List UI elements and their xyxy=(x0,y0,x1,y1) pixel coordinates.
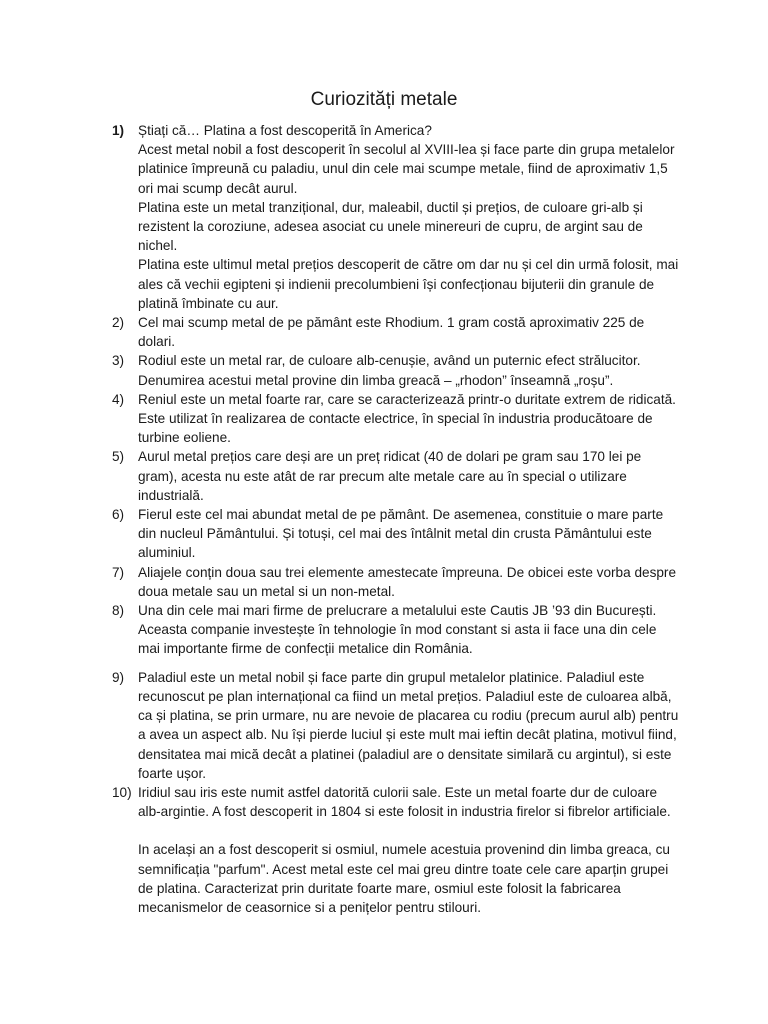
list-item-6 xyxy=(112,505,680,563)
list-number: 3) xyxy=(112,353,125,369)
list-item-paragraph: Rodiul este un metal rar, de culoare alb-cenușie, având un puternic efect strălucitor. Denumirea acestui metal provine din limba greacă – „rhodon” înseamnă „roșu”. xyxy=(138,353,641,388)
list-number: 10) xyxy=(112,784,132,800)
list-item-paragraph: Fierul este cel mai abundat metal de pe pământ. De asemenea, constituie o mare parte din nucleul Pământului. Și totuși, cel mai des întâlnit metal din crusta Pământului este aluminiul. xyxy=(138,507,664,561)
list-number: 7) xyxy=(112,564,125,580)
curiosities-list xyxy=(112,121,680,917)
list-item-paragraph: Una din cele mai mari firme de prelucrare a metalului este Cautis JB ’93 din București. Aceasta companie investește în tehnologie în mod constant si asta ii face una din cele mai importante firme de confecții metalice din România. xyxy=(138,603,657,657)
list-item-10 xyxy=(112,783,680,917)
list-item-paragraph: Acest metal nobil a fost descoperit în secolul al XVIII-lea și face parte din grupa metalelor platinice împreună cu paladiu, unul din cele mai scumpe metale, fiind de aproximativ 1,5 ori mai scump decât aurul. xyxy=(138,142,675,196)
list-number: 4) xyxy=(112,391,125,407)
list-item-paragraph: Cel mai scump metal de pe pământ este Rhodium. 1 gram costă aproximativ 225 de dolari. xyxy=(138,315,645,350)
list-item-8 xyxy=(112,601,680,659)
list-item-7 xyxy=(112,563,680,601)
list-item-paragraph: Știați că… Platina a fost descoperită în America? xyxy=(138,123,432,138)
list-item-paragraph: Paladiul este un metal nobil și face parte din grupul metalelor platinice. Paladiul este recunoscut pe plan internațional ca fiind un metal prețios. Paladiul este de culoarea albă, ca și platina, se prin urmare, nu are nevoie de placarea cu rodiu (precum aurul alb) pentru a avea un aspect alb. Nu își pierde luciul și este mult mai ieftin decât platina, motivul fiind, densitatea mai mică decât a platinei (paladiul are o densitate similară cu argintul), si este foarte ușor. xyxy=(138,669,679,781)
list-item-paragraph: Platina este ultimul metal prețios descoperit de către om dar nu și cel din urmă folosit, mai ales că vechii egipteni și indienii precolumbieni își confecționau bijuterii din granule de platină îmbinate cu aur. xyxy=(138,257,679,311)
list-number: 1) xyxy=(112,123,125,138)
list-number: 9) xyxy=(112,669,125,685)
list-item-2 xyxy=(112,313,680,351)
list-item-9 xyxy=(112,668,680,783)
list-item-4 xyxy=(112,390,680,448)
page-title: Curiozități metale xyxy=(310,89,458,110)
list-number: 8) xyxy=(112,603,125,619)
list-item-paragraph: Aurul metal prețios care deși are un preț ridicat (40 de dolari pe gram sau 170 lei pe gram), acesta nu este atât de rar precum alte metale care au în special o utilizare industrială. xyxy=(138,449,642,503)
list-number: 5) xyxy=(112,449,125,465)
list-number: 6) xyxy=(112,507,125,523)
list-item-5 xyxy=(112,447,680,505)
list-item-paragraph: Aliajele conțin doua sau trei elemente amestecate împreuna. De obicei este vorba despre doua metale sau un metal si un non-metal. xyxy=(138,564,677,599)
list-item-3 xyxy=(112,351,680,389)
list-item-paragraph: In același an a fost descoperit si osmiul, numele acestuia provenind din limba greaca, cu semnificația "parfum". Acest metal este cel mai greu dintre toate cele care aparțin grupei de platina. Caracterizat prin duritate foarte mare, osmiul este folosit la fabricarea mecanismelor de ceasornice si a penițelor pentru stilouri. xyxy=(138,842,670,915)
list-item-paragraph: Iridiul sau iris este numit astfel datorită culorii sale. Este un metal foarte dur de culoare alb-argintie. A fost descoperit in 1804 si este folosit in industria firelor si fibrelor artificiale. xyxy=(138,784,671,820)
list-number: 2) xyxy=(112,315,125,331)
list-item-paragraph: Platina este un metal tranzițional, dur, maleabil, ductil și prețios, de culoare gri-alb și rezistent la coroziune, adesea asociat cu unele minereuri de cupru, de argint sau de nichel. xyxy=(138,199,643,254)
list-item-1 xyxy=(112,121,680,313)
list-item-paragraph: Reniul este un metal foarte rar, care se caracterizează printr-o duritate extrem de ridicată. Este utilizat în realizarea de contacte electrice, în special în industria producătoare de turbine eoliene. xyxy=(138,391,676,446)
